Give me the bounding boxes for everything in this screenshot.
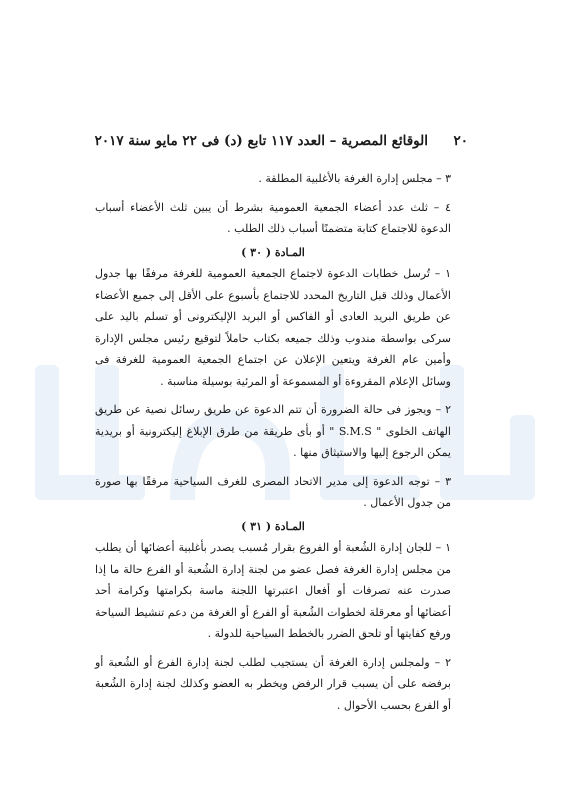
paragraph: ٢ – ولمجلس إدارة الغرفة أن يستجيب لطلب لجنة إدارة الفرع أو الشُعبة أو برفضه على أن يسبب قرار الرفض ويخطر به العضو وكذلك لجنة إدارة الشُعبة أو الفرع بحسب الأحوال . xyxy=(95,655,451,712)
page-number: ٢٠ xyxy=(453,133,468,149)
paragraph: ٣ – مجلس إدارة الغرفة بالأغلبية المطلقة . xyxy=(258,172,451,185)
article-heading: المـادة ( ٣١ ) xyxy=(241,519,305,533)
header-title: الوقائع المصرية – العدد ١١٧ تابع (د) فى ٢٢ مايو سنة ٢٠١٧ xyxy=(94,133,428,149)
article-heading: المـادة ( ٣٠ ) xyxy=(241,245,305,259)
paragraph: ١ – تُرسل خطابات الدعوة لاجتماع الجمعية العمومية للغرفة مرفقًا بها جدول الأعمال وذلك قبل التاريخ المحدد للاجتماع بأسبوع على الأقل إلى جميع الأعضاء عن طريق البريد العادى أو الفاكس أو البريد الإليكترونى أو تسلم باليد على سركى بواسطة مندوب وذلك جميعه بكتاب حاملاً لتوقيع رئيس مجلس الإدارة وأمين عام الغرفة ويتعين الإعلان عن اجتماع الجمعية العمومية للغرفة فى وسائل الإعلام المقروءة أو المسموعة أو المرئية بوسيلة مناسبة . xyxy=(95,267,451,388)
document-body xyxy=(95,168,451,716)
paragraph: ٣ – توجه الدعوة إلى مدير الاتحاد المصرى للغرف السياحية مرفقًا بها صورة من جدول الأعمال . xyxy=(95,474,451,509)
paragraph: ٢ – ويجوز فى حالة الضرورة أن تتم الدعوة عن طريق رسائل نصية عن طريق الهاتف الخلوى " S.M.S " أو بأى طريقة من طرق الإبلاغ إليكترونية أو بريدية يمكن الرجوع إليها والاستيثاق منها . xyxy=(95,403,451,459)
paragraph: ١ – للجان إدارة الشُعبة أو الفروع بقرار مُسبب يصدر بأغلبية أعضائها أن يطلب من مجلس إدارة الغرفة فصل عضو من لجنة إدارة الشُعبة أو الفرع حالة ما إذا صدرت عنه تصرفات أو أفعال اعتبرتها اللجنة ماسة بكرامتها وكرامة أحد أعضائها أو معرقلة لخطوات الشُعبة أو الفرع أو الغرفة من دعم تنشيط السياحة ورفع كفايتها أو تلحق الضرر بالخطط السياحية للدولة . xyxy=(95,541,451,640)
paragraph: ٤ – ثلث عدد أعضاء الجمعية العمومية بشرط أن يبين ثلث الأعضاء أسباب الدعوة للاجتماع كتابة متضمنًا أسباب ذلك الطلب . xyxy=(95,200,451,235)
